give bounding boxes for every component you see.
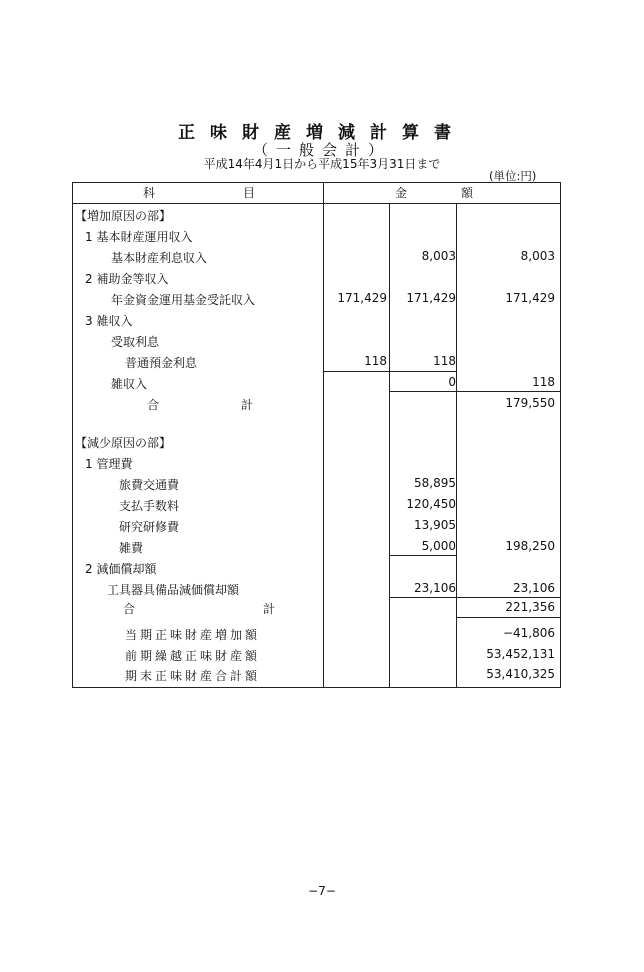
amount-col3: 53,410,325 [486,667,555,681]
table-row [73,226,560,246]
row-label: 前期繰越正味財産額 [125,649,261,663]
header-divider [73,203,560,204]
header-amount-a: 金 [395,186,408,200]
amount-col2: 120,450 [406,497,456,511]
amount-col1: 171,429 [337,291,387,305]
subtotal-rule [323,371,457,372]
table-row-summary [73,645,560,665]
amount-col3: 53,452,131 [486,647,555,661]
row-label: 雑費 [119,541,144,555]
table-row [73,432,560,452]
row-label: 2 補助金等収入 [85,272,169,286]
amount-col2: 5,000 [421,539,456,553]
row-label: 2 減価償却額 [85,562,157,576]
amount-col3: 8,003 [520,249,555,263]
header-subject-a: 科 [143,186,156,200]
table-row [73,205,560,225]
total-rule [389,391,560,392]
amount-col2: 0 [448,375,456,389]
total-label-a: 合 [123,602,136,616]
total-label-b: 計 [241,398,254,412]
amount-col3: 221,356 [505,600,555,614]
amount-col3: 179,550 [505,396,555,410]
row-label: 研究研修費 [119,520,180,534]
table-row [73,495,560,515]
table-row [73,537,560,557]
row-label: 【減少原因の部】 [75,436,172,450]
table-row-total [73,598,560,618]
document-title: 正味財産増減計算書 [178,123,466,143]
header-subject-b: 目 [243,186,256,200]
page-number: −7− [308,884,336,898]
table-row-summary [73,624,560,644]
table-row-summary [73,665,560,685]
amount-col2: 23,106 [414,581,456,595]
table-row [73,247,560,267]
amount-col3: −41,806 [502,626,555,640]
row-label: 当期正味財産増加額 [125,628,261,642]
amount-col1: 118 [364,354,387,368]
table-row [73,373,560,393]
subtotal-rule [389,555,457,556]
amount-col3: 23,106 [513,581,555,595]
row-label: 支払手数料 [119,499,180,513]
table-row [73,331,560,351]
unit-label: (単位:円) [489,169,537,183]
table-row [73,268,560,288]
table-row [73,289,560,309]
amount-col2: 13,905 [414,518,456,532]
table-row-total [73,394,560,414]
row-label: 3 雑収入 [85,314,133,328]
amount-col2: 171,429 [406,291,456,305]
total-label-b: 計 [263,602,276,616]
table-row [73,453,560,473]
table-row [73,558,560,578]
reporting-period: 平成14年4月1日から平成15年3月31日まで [203,157,441,171]
header-amount-b: 額 [461,186,474,200]
amount-col3: 118 [532,375,555,389]
row-label: 1 基本財産運用収入 [85,230,193,244]
table-row [73,310,560,330]
row-label: 雑収入 [111,377,148,391]
amount-col2: 118 [433,354,456,368]
amount-col3: 171,429 [505,291,555,305]
row-label: 基本財産利息収入 [111,251,208,265]
total-rule [457,617,560,618]
amount-col2: 8,003 [421,249,456,263]
document-subtitle: （一般会計） [252,141,391,159]
row-label: 年金資金運用基金受託収入 [111,293,256,307]
table-row [73,516,560,536]
row-label: 【増加原因の部】 [75,209,172,223]
total-label-a: 合 [147,398,160,412]
row-label: 期末正味財産合計額 [125,669,261,683]
statement-table [72,182,561,688]
row-label: 普通預金利息 [125,356,198,370]
row-label: 工具器具備品減価償却額 [107,583,240,597]
row-label: 受取利息 [111,335,160,349]
table-row [73,474,560,494]
row-label: 旅費交通費 [119,478,180,492]
table-row [73,579,560,599]
amount-col3: 198,250 [505,539,555,553]
amount-col2: 58,895 [414,476,456,490]
row-label: 1 管理費 [85,457,133,471]
table-row [73,352,560,372]
